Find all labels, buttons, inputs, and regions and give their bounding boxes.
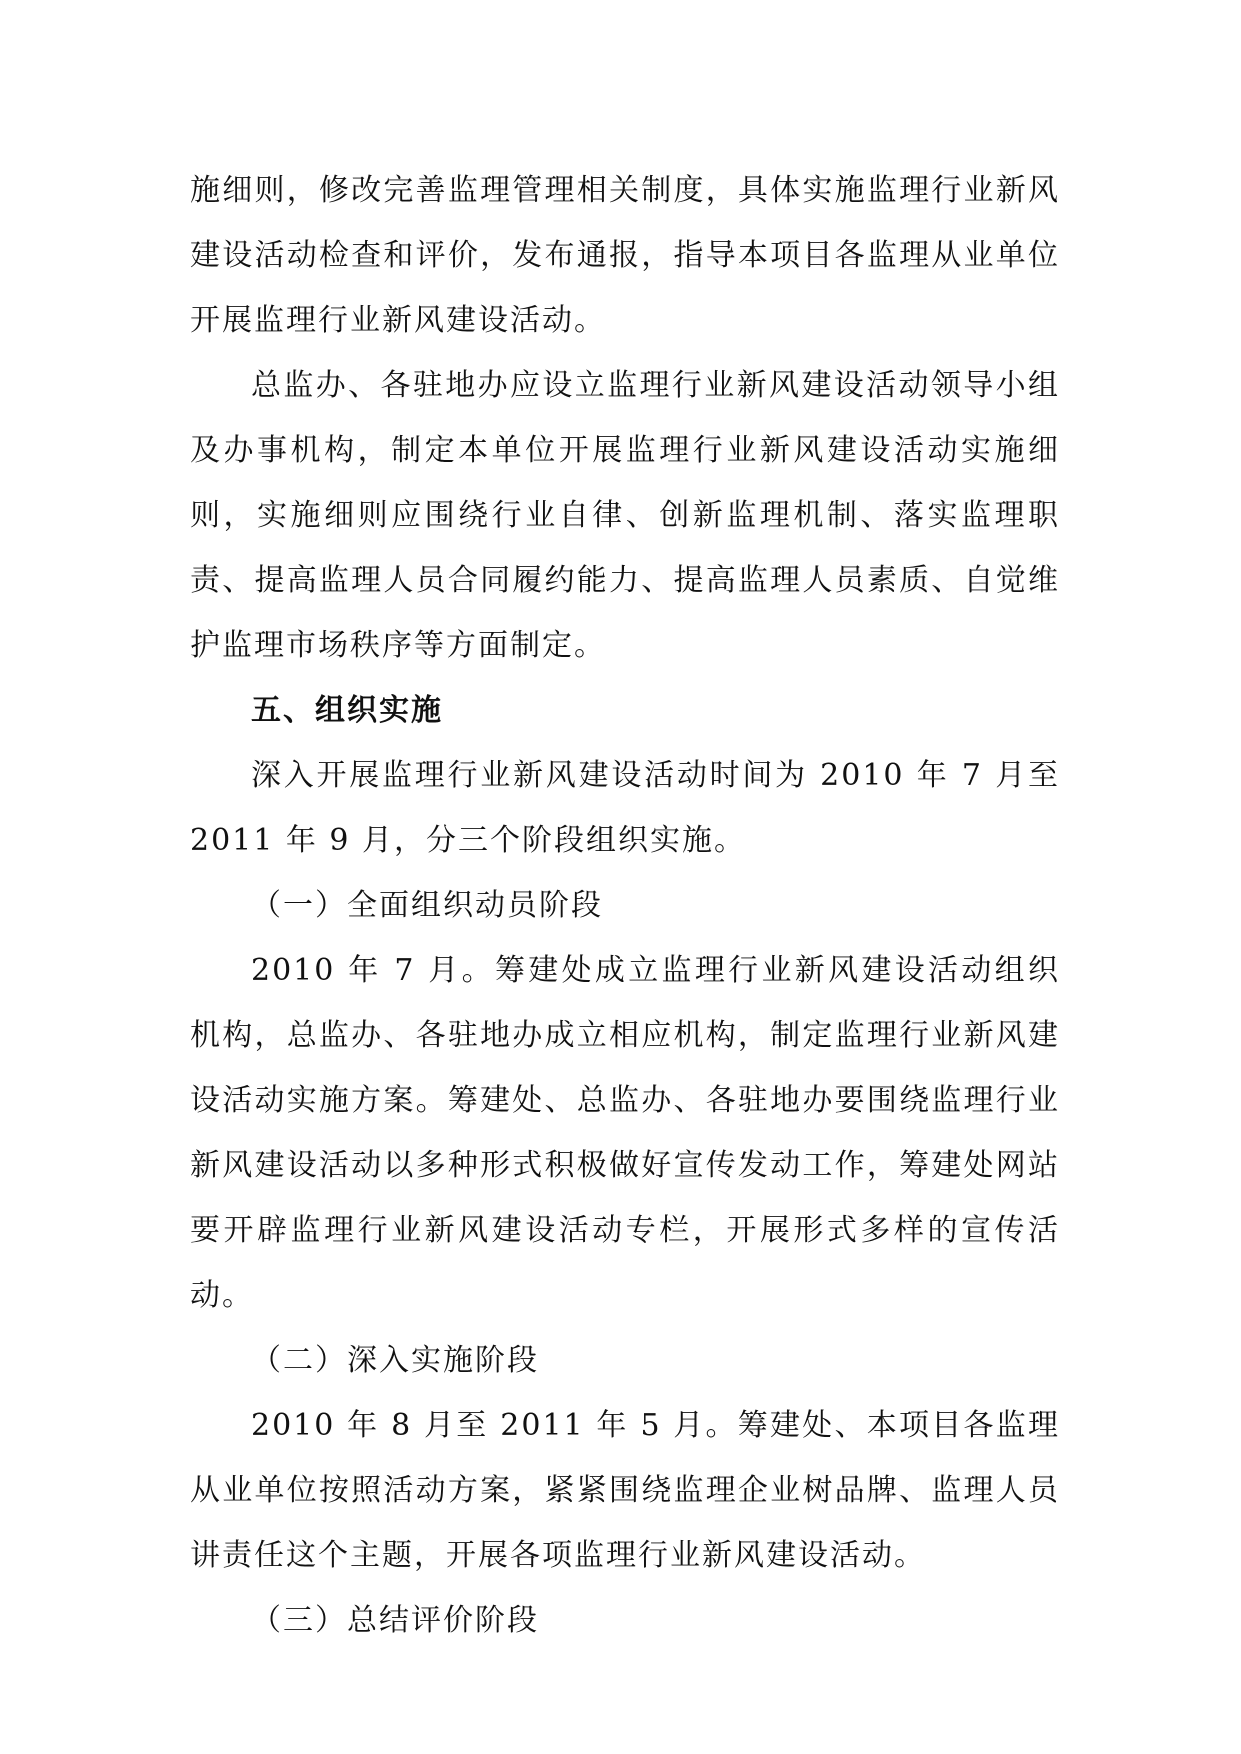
document-page bbox=[190, 158, 1060, 1653]
section-heading-organization: 五、组织实施 bbox=[251, 693, 443, 728]
paragraph-stage-1: 2010 年 7 月。筹建处成立监理行业新风建设活动组织机构，总监办、各驻地办成立相应机构，制定监理行业新风建设活动实施方案。筹建处、总监办、各驻地办要围绕监理行业新风建设活动以多种形式积极做好宣传发动工作，筹建处网站要开辟监理行业新风建设活动专栏，开展形式多样的宣传活动。 bbox=[190, 953, 1060, 1313]
paragraph-timeline: 深入开展监理行业新风建设活动时间为 2010 年 7 月至 2011 年 9 月，分三个阶段组织实施。 bbox=[190, 758, 1060, 858]
subheading-stage-2: （二）深入实施阶段 bbox=[251, 1343, 539, 1378]
subheading-stage-1: （一）全面组织动员阶段 bbox=[251, 888, 603, 923]
paragraph-leadership-group: 总监办、各驻地办应设立监理行业新风建设活动领导小组及办事机构，制定本单位开展监理行业新风建设活动实施细则，实施细则应围绕行业自律、创新监理机制、落实监理职责、提高监理人员合同履约能力、提高监理人员素质、自觉维护监理市场秩序等方面制定。 bbox=[190, 368, 1060, 663]
paragraph-continuation: 施细则，修改完善监理管理相关制度，具体实施监理行业新风建设活动检查和评价，发布通报，指导本项目各监理从业单位开展监理行业新风建设活动。 bbox=[190, 173, 1060, 338]
paragraph-stage-2: 2010 年 8 月至 2011 年 5 月。筹建处、本项目各监理从业单位按照活动方案，紧紧围绕监理企业树品牌、监理人员讲责任这个主题，开展各项监理行业新风建设活动。 bbox=[190, 1408, 1060, 1573]
subheading-stage-3: （三）总结评价阶段 bbox=[251, 1603, 539, 1638]
